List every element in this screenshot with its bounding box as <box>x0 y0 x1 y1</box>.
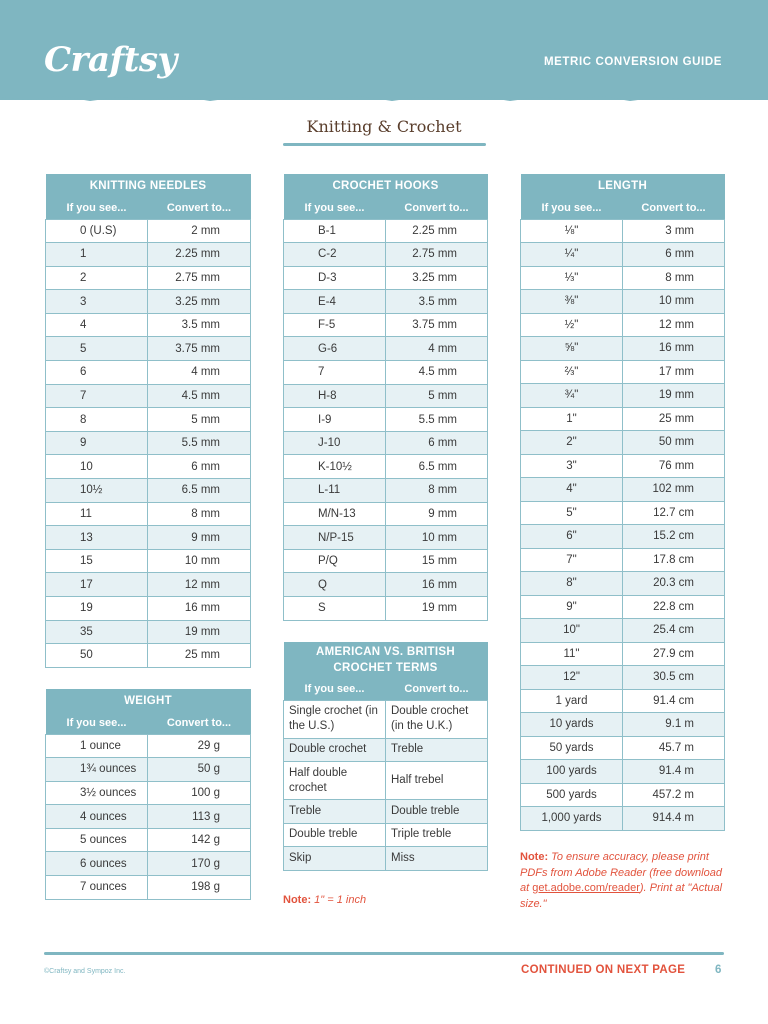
cell-converted: 9 mm <box>386 502 488 526</box>
cell-source: 10 <box>46 455 148 479</box>
length-row <box>521 243 725 267</box>
weight-row <box>46 876 251 900</box>
cell-converted: 50 g <box>148 758 251 782</box>
length-row <box>521 337 725 361</box>
cell-source: 5" <box>521 501 623 525</box>
crochet-term-row <box>284 847 488 871</box>
weight-row <box>46 758 251 782</box>
cell-converted: 27.9 cm <box>623 642 725 666</box>
note-label: Note: <box>520 851 549 863</box>
table-title: LENGTH <box>521 174 725 197</box>
table-title: CROCHET HOOKS <box>284 174 488 197</box>
cell-converted: 19 mm <box>623 384 725 408</box>
length-row <box>521 783 725 807</box>
cell-converted: 30.5 cm <box>623 666 725 690</box>
cell-source: 7 ounces <box>46 876 148 900</box>
cell-converted: 15 mm <box>386 549 488 573</box>
crochet-term-row <box>284 800 488 824</box>
cell-converted: 16 mm <box>148 597 251 621</box>
crochet-term-row <box>284 700 488 738</box>
cell-converted: 6.5 mm <box>386 455 488 479</box>
cell-converted: 3.25 mm <box>386 266 488 290</box>
cell-converted: 6.5 mm <box>148 479 251 503</box>
knitting-needle-row <box>46 243 251 267</box>
column-header: If you see... <box>284 197 386 219</box>
cell-source: P/Q <box>284 549 386 573</box>
crochet-hook-row <box>284 290 488 314</box>
knitting-needle-row <box>46 597 251 621</box>
cell-source: 2 <box>46 266 148 290</box>
cell-converted: Double treble <box>386 800 488 824</box>
cell-source: N/P-15 <box>284 526 386 550</box>
length-row <box>521 595 725 619</box>
cell-converted: 3.75 mm <box>148 337 251 361</box>
crochet-terms-rows <box>284 700 488 870</box>
cell-converted: 3 mm <box>623 219 725 243</box>
knitting-needle-row <box>46 219 251 243</box>
cell-converted: 8 mm <box>386 479 488 503</box>
footer-divider <box>44 952 724 955</box>
cell-converted: 12.7 cm <box>623 501 725 525</box>
cell-converted: 3.5 mm <box>386 290 488 314</box>
knitting-needle-row <box>46 620 251 644</box>
length-row <box>521 501 725 525</box>
inch-note <box>283 894 366 906</box>
cell-converted: 50 mm <box>623 431 725 455</box>
column-header: If you see... <box>521 197 623 219</box>
crochet-hook-row <box>284 526 488 550</box>
cell-converted: 4 mm <box>148 361 251 385</box>
note-text: ). Print at "Actual size." <box>520 882 723 910</box>
cell-source: ⅓" <box>521 266 623 290</box>
cell-converted: 8 mm <box>148 502 251 526</box>
cell-converted: 10 mm <box>148 549 251 573</box>
column-header: Convert to... <box>386 197 488 219</box>
cell-source: J-10 <box>284 431 386 455</box>
crochet-hook-row <box>284 597 488 621</box>
cell-source: Q <box>284 573 386 597</box>
knitting-needle-row <box>46 549 251 573</box>
cell-converted: 100 g <box>148 781 251 805</box>
cell-source: 13 <box>46 526 148 550</box>
length-row <box>521 642 725 666</box>
cell-converted: 2.25 mm <box>148 243 251 267</box>
cell-source: 5 ounces <box>46 828 148 852</box>
cell-source: ½" <box>521 313 623 337</box>
weight-row <box>46 734 251 758</box>
cell-converted: 10 mm <box>386 526 488 550</box>
cell-converted: 4.5 mm <box>148 384 251 408</box>
cell-source: 11" <box>521 642 623 666</box>
cell-converted: 16 mm <box>386 573 488 597</box>
weight-row <box>46 828 251 852</box>
crochet-hook-row <box>284 479 488 503</box>
cell-source: 6 <box>46 361 148 385</box>
cell-converted: 3.25 mm <box>148 290 251 314</box>
cell-source: 1 yard <box>521 689 623 713</box>
crochet-hook-row <box>284 313 488 337</box>
copyright: ©Craftsy and Sympoz Inc. <box>44 968 126 975</box>
knitting-needle-row <box>46 455 251 479</box>
knitting-needle-row <box>46 502 251 526</box>
cell-source: 3" <box>521 454 623 478</box>
cell-source: 9 <box>46 431 148 455</box>
weight-row <box>46 781 251 805</box>
crochet-hook-row <box>284 243 488 267</box>
length-row <box>521 736 725 760</box>
cell-converted: 5 mm <box>148 408 251 432</box>
cell-converted: 5 mm <box>386 384 488 408</box>
cell-source: 4 <box>46 313 148 337</box>
cell-source: I-9 <box>284 408 386 432</box>
knitting-needle-row <box>46 290 251 314</box>
knitting-needle-row <box>46 479 251 503</box>
knitting-needle-row <box>46 266 251 290</box>
cell-source: Double crochet <box>284 738 386 762</box>
cell-source: 4" <box>521 478 623 502</box>
cell-converted: 16 mm <box>623 337 725 361</box>
length-row <box>521 666 725 690</box>
crochet-hooks-table <box>283 174 488 621</box>
crochet-hook-row <box>284 266 488 290</box>
table-title: AMERICAN VS. BRITISH CROCHET TERMS <box>284 642 488 678</box>
cell-source: ⅝" <box>521 337 623 361</box>
cell-converted: 19 mm <box>148 620 251 644</box>
knitting-needle-row <box>46 431 251 455</box>
crochet-hook-row <box>284 455 488 479</box>
length-table <box>520 174 725 831</box>
cell-converted: 17 mm <box>623 360 725 384</box>
knitting-needle-row <box>46 337 251 361</box>
length-row <box>521 290 725 314</box>
cell-source: 6" <box>521 525 623 549</box>
column-header: Convert to... <box>623 197 725 219</box>
cell-source: C-2 <box>284 243 386 267</box>
length-row <box>521 760 725 784</box>
cell-source: 11 <box>46 502 148 526</box>
section-title: Knitting & Crochet <box>306 117 462 136</box>
cell-source: 10½ <box>46 479 148 503</box>
column-header: Convert to... <box>148 197 251 219</box>
cell-converted: 2.75 mm <box>148 266 251 290</box>
cell-converted: 3.75 mm <box>386 313 488 337</box>
cell-source: 15 <box>46 549 148 573</box>
cell-source: ¼" <box>521 243 623 267</box>
length-row <box>521 478 725 502</box>
cell-converted: 142 g <box>148 828 251 852</box>
weight-rows <box>46 734 251 899</box>
cell-source: ⅔" <box>521 360 623 384</box>
length-row <box>521 360 725 384</box>
length-row <box>521 572 725 596</box>
length-rows <box>521 219 725 830</box>
page-number: 6 <box>715 964 722 976</box>
cell-converted: 8 mm <box>623 266 725 290</box>
cell-source: 1" <box>521 407 623 431</box>
cell-source: 6 ounces <box>46 852 148 876</box>
knitting-needle-row <box>46 361 251 385</box>
cell-converted: 17.8 cm <box>623 548 725 572</box>
crochet-hook-row <box>284 361 488 385</box>
column-header: If you see... <box>46 197 148 219</box>
table-title: KNITTING NEEDLES <box>46 174 251 197</box>
crochet-hook-row <box>284 549 488 573</box>
cell-converted: 25 mm <box>148 644 251 668</box>
cell-converted: 45.7 m <box>623 736 725 760</box>
cell-source: 50 <box>46 644 148 668</box>
cell-converted: 12 mm <box>148 573 251 597</box>
cell-source: 3 <box>46 290 148 314</box>
cell-converted: 91.4 cm <box>623 689 725 713</box>
knitting-needles-rows <box>46 219 251 667</box>
cell-source: 9" <box>521 595 623 619</box>
cell-converted: Half trebel <box>386 762 488 800</box>
crochet-term-row <box>284 738 488 762</box>
column-header: Convert to... <box>148 712 251 734</box>
crochet-hook-row <box>284 431 488 455</box>
cell-source: 35 <box>46 620 148 644</box>
section-divider <box>283 143 486 146</box>
adobe-reader-link[interactable]: get.adobe.com/reader <box>532 882 640 894</box>
weight-row <box>46 805 251 829</box>
weight-table <box>45 689 251 900</box>
cell-converted: 170 g <box>148 852 251 876</box>
cell-converted: 4 mm <box>386 337 488 361</box>
knitting-needle-row <box>46 573 251 597</box>
cell-source: 7 <box>284 361 386 385</box>
cell-source: G-6 <box>284 337 386 361</box>
cell-converted: 15.2 cm <box>623 525 725 549</box>
cell-source: M/N-13 <box>284 502 386 526</box>
crochet-hooks-rows <box>284 219 488 620</box>
crochet-term-row <box>284 762 488 800</box>
cell-source: 7 <box>46 384 148 408</box>
cell-source: 8" <box>521 572 623 596</box>
continued-label: CONTINUED ON NEXT PAGE <box>521 964 686 976</box>
note-text: To ensure accuracy, please print PDFs from Adobe Reader (free download at <box>520 851 722 894</box>
cell-converted: 19 mm <box>386 597 488 621</box>
crochet-hook-row <box>284 573 488 597</box>
knitting-needles-table <box>45 174 251 668</box>
cell-source: 17 <box>46 573 148 597</box>
length-row <box>521 713 725 737</box>
cell-source: 1 ounce <box>46 734 148 758</box>
length-row <box>521 431 725 455</box>
cell-source: 8 <box>46 408 148 432</box>
cell-source: H-8 <box>284 384 386 408</box>
cell-converted: 457.2 m <box>623 783 725 807</box>
length-row <box>521 689 725 713</box>
cell-source: 500 yards <box>521 783 623 807</box>
length-row <box>521 454 725 478</box>
cell-converted: 198 g <box>148 876 251 900</box>
cell-source: Double treble <box>284 823 386 847</box>
crochet-hook-row <box>284 219 488 243</box>
cell-source: ¾" <box>521 384 623 408</box>
knitting-needle-row <box>46 526 251 550</box>
cell-source: E-4 <box>284 290 386 314</box>
cell-source: Treble <box>284 800 386 824</box>
torn-edge-decoration <box>0 88 768 108</box>
weight-row <box>46 852 251 876</box>
length-row <box>521 313 725 337</box>
cell-source: S <box>284 597 386 621</box>
cell-converted: 2.75 mm <box>386 243 488 267</box>
crochet-hook-row <box>284 408 488 432</box>
cell-source: F-5 <box>284 313 386 337</box>
crochet-terms-table <box>283 642 488 871</box>
cell-converted: 2 mm <box>148 219 251 243</box>
cell-source: 10" <box>521 619 623 643</box>
cell-converted: Treble <box>386 738 488 762</box>
cell-source: 4 ounces <box>46 805 148 829</box>
cell-converted: 4.5 mm <box>386 361 488 385</box>
cell-source: Skip <box>284 847 386 871</box>
cell-source: 19 <box>46 597 148 621</box>
cell-source: 0 (U.S) <box>46 219 148 243</box>
cell-source: ⅜" <box>521 290 623 314</box>
knitting-needle-row <box>46 408 251 432</box>
cell-converted: 5.5 mm <box>148 431 251 455</box>
cell-converted: 25.4 cm <box>623 619 725 643</box>
knitting-needle-row <box>46 313 251 337</box>
crochet-hook-row <box>284 502 488 526</box>
cell-converted: 22.8 cm <box>623 595 725 619</box>
cell-source: D-3 <box>284 266 386 290</box>
cell-converted: 3.5 mm <box>148 313 251 337</box>
cell-converted: 9 mm <box>148 526 251 550</box>
cell-converted: 5.5 mm <box>386 408 488 432</box>
reader-note <box>520 850 725 912</box>
column-header: If you see... <box>284 678 386 700</box>
length-row <box>521 384 725 408</box>
length-row <box>521 619 725 643</box>
length-row <box>521 807 725 831</box>
cell-converted: 914.4 m <box>623 807 725 831</box>
crochet-term-row <box>284 823 488 847</box>
length-row <box>521 266 725 290</box>
cell-converted: Double crochet (in the U.K.) <box>386 700 488 738</box>
cell-source: 5 <box>46 337 148 361</box>
note-label: Note: <box>283 894 312 906</box>
cell-source: K-10½ <box>284 455 386 479</box>
cell-converted: 102 mm <box>623 478 725 502</box>
cell-source: 1,000 yards <box>521 807 623 831</box>
cell-converted: 113 g <box>148 805 251 829</box>
length-row <box>521 219 725 243</box>
cell-converted: Miss <box>386 847 488 871</box>
knitting-needle-row <box>46 384 251 408</box>
cell-converted: 29 g <box>148 734 251 758</box>
cell-source: B-1 <box>284 219 386 243</box>
crochet-hook-row <box>284 384 488 408</box>
cell-source: 100 yards <box>521 760 623 784</box>
table-title: WEIGHT <box>46 689 251 712</box>
cell-source: 50 yards <box>521 736 623 760</box>
length-row <box>521 548 725 572</box>
cell-converted: 76 mm <box>623 454 725 478</box>
craftsy-logo: Craftsy <box>44 40 177 80</box>
note-text: 1" = 1 inch <box>311 894 367 906</box>
cell-source: ⅛" <box>521 219 623 243</box>
cell-source: Half double crochet <box>284 762 386 800</box>
cell-converted: 25 mm <box>623 407 725 431</box>
cell-converted: 91.4 m <box>623 760 725 784</box>
cell-source: 10 yards <box>521 713 623 737</box>
column-header: Convert to... <box>386 678 488 700</box>
cell-converted: 6 mm <box>386 431 488 455</box>
cell-converted: 12 mm <box>623 313 725 337</box>
cell-source: L-11 <box>284 479 386 503</box>
column-header: If you see... <box>46 712 148 734</box>
cell-source: 12" <box>521 666 623 690</box>
cell-converted: 10 mm <box>623 290 725 314</box>
cell-converted: Triple treble <box>386 823 488 847</box>
cell-source: 1 <box>46 243 148 267</box>
crochet-hook-row <box>284 337 488 361</box>
cell-source: 2" <box>521 431 623 455</box>
cell-source: 1¾ ounces <box>46 758 148 782</box>
cell-converted: 6 mm <box>623 243 725 267</box>
cell-source: Single crochet (in the U.S.) <box>284 700 386 738</box>
cell-converted: 9.1 m <box>623 713 725 737</box>
knitting-needle-row <box>46 644 251 668</box>
header-title: METRIC CONVERSION GUIDE <box>543 56 722 68</box>
cell-converted: 20.3 cm <box>623 572 725 596</box>
cell-converted: 6 mm <box>148 455 251 479</box>
cell-source: 7" <box>521 548 623 572</box>
length-row <box>521 407 725 431</box>
length-row <box>521 525 725 549</box>
cell-converted: 2.25 mm <box>386 219 488 243</box>
cell-source: 3½ ounces <box>46 781 148 805</box>
